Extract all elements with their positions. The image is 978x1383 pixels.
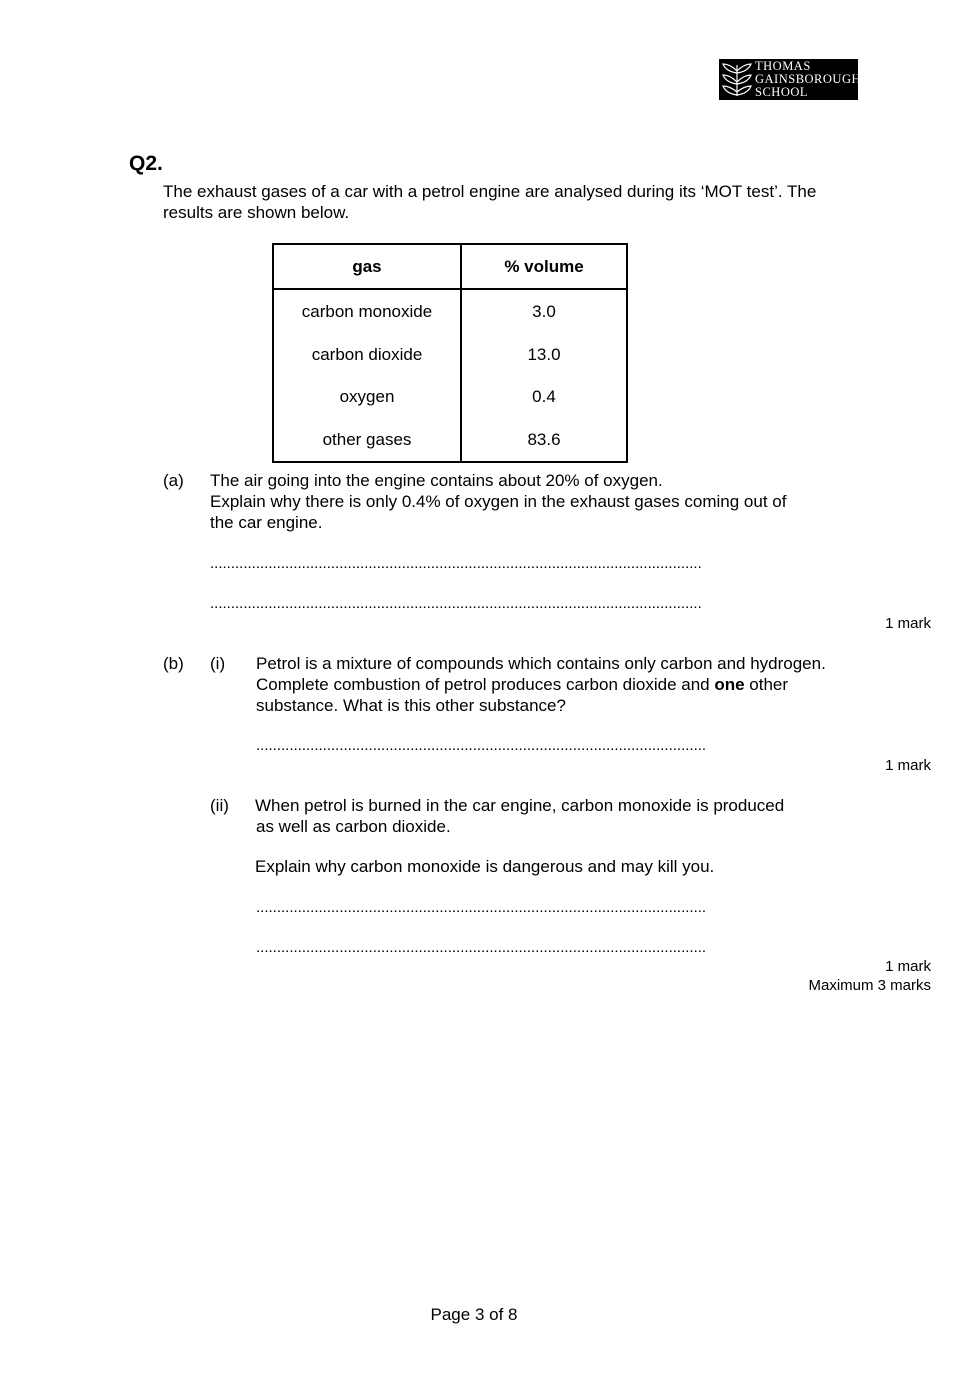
logo-text bbox=[755, 60, 861, 99]
line-2-before: Complete combustion of petrol produces carbon dioxide and bbox=[256, 675, 715, 694]
intro-line-2: results are shown below. bbox=[163, 203, 350, 222]
page-number: Page 3 of 8 bbox=[430, 1305, 518, 1324]
table-row bbox=[273, 334, 627, 377]
line-2-after: other bbox=[744, 675, 789, 694]
answer-line-b-ii-2[interactable]: ............................................................................................................ bbox=[256, 939, 707, 956]
logo-line-3: SCHOOL bbox=[755, 85, 809, 99]
part-b-i-line-1: Petrol is a mixture of compounds which contains only carbon and hydrogen. bbox=[256, 654, 826, 673]
part-a-text bbox=[210, 470, 786, 533]
part-b-i-label: (i) bbox=[210, 654, 226, 673]
part-b-i-line-2 bbox=[256, 674, 826, 695]
cell-gas: other gases bbox=[273, 419, 461, 463]
logo-line-2: GAINSBOROUGH bbox=[755, 72, 862, 86]
answer-line-a2[interactable]: ...................................................................................................................... bbox=[210, 595, 702, 612]
school-logo bbox=[719, 59, 862, 100]
cell-gas: carbon dioxide bbox=[273, 334, 461, 377]
gas-table bbox=[272, 243, 628, 463]
cell-volume: 0.4 bbox=[532, 387, 556, 407]
answer-line-b-i[interactable]: ............................................................................................................ bbox=[256, 737, 707, 754]
part-b-ii-line-1: When petrol is burned in the car engine, carbon monoxide is produced bbox=[255, 796, 785, 815]
part-b-ii-line-3: Explain why carbon monoxide is dangerous and may kill you. bbox=[255, 857, 715, 876]
table-row bbox=[273, 419, 627, 463]
maximum-marks: Maximum 3 marks bbox=[808, 977, 931, 994]
part-a-line-1: The air going into the engine contains about 20% of oxygen. bbox=[210, 471, 663, 490]
table-row bbox=[273, 289, 627, 334]
cell-gas: carbon monoxide bbox=[273, 289, 461, 334]
part-a-label: (a) bbox=[163, 471, 184, 490]
emphasis-one: one bbox=[714, 675, 745, 694]
mark-b-ii: 1 mark bbox=[885, 958, 931, 975]
part-a-line-3: the car engine. bbox=[210, 513, 323, 532]
cell-volume: 3.0 bbox=[532, 302, 556, 322]
intro-line-1: The exhaust gases of a car with a petrol engine are analysed during its ‘MOT test’. The bbox=[163, 182, 817, 201]
question-number: Q2. bbox=[129, 152, 163, 175]
answer-line-b-ii-1[interactable]: ............................................................................................................ bbox=[256, 899, 707, 916]
table-header-row bbox=[273, 244, 627, 289]
cell-volume: 13.0 bbox=[527, 344, 561, 364]
table-row bbox=[273, 376, 627, 419]
part-b-ii-label: (ii) bbox=[210, 796, 229, 815]
answer-line-a1[interactable]: ...................................................................................................................... bbox=[210, 555, 702, 572]
header-volume: % volume bbox=[461, 244, 627, 289]
cell-volume: 83.6 bbox=[527, 429, 561, 449]
part-b-i-text bbox=[256, 653, 826, 716]
part-b-ii-line-2: as well as carbon dioxide. bbox=[256, 817, 451, 836]
mark-b-i: 1 mark bbox=[885, 757, 931, 774]
header-gas: gas bbox=[273, 244, 461, 289]
part-a-line-2: Explain why there is only 0.4% of oxygen in the exhaust gases coming out of bbox=[210, 492, 787, 511]
mark-a: 1 mark bbox=[885, 615, 931, 632]
part-b-i-line-3: substance. What is this other substance? bbox=[256, 696, 566, 715]
part-b-label: (b) bbox=[163, 654, 184, 673]
logo-line-1: THOMAS bbox=[755, 59, 811, 73]
part-b-ii-text bbox=[255, 795, 784, 837]
question-intro bbox=[163, 181, 816, 223]
leaf-emblem-icon bbox=[721, 61, 753, 98]
cell-gas: oxygen bbox=[273, 376, 461, 419]
